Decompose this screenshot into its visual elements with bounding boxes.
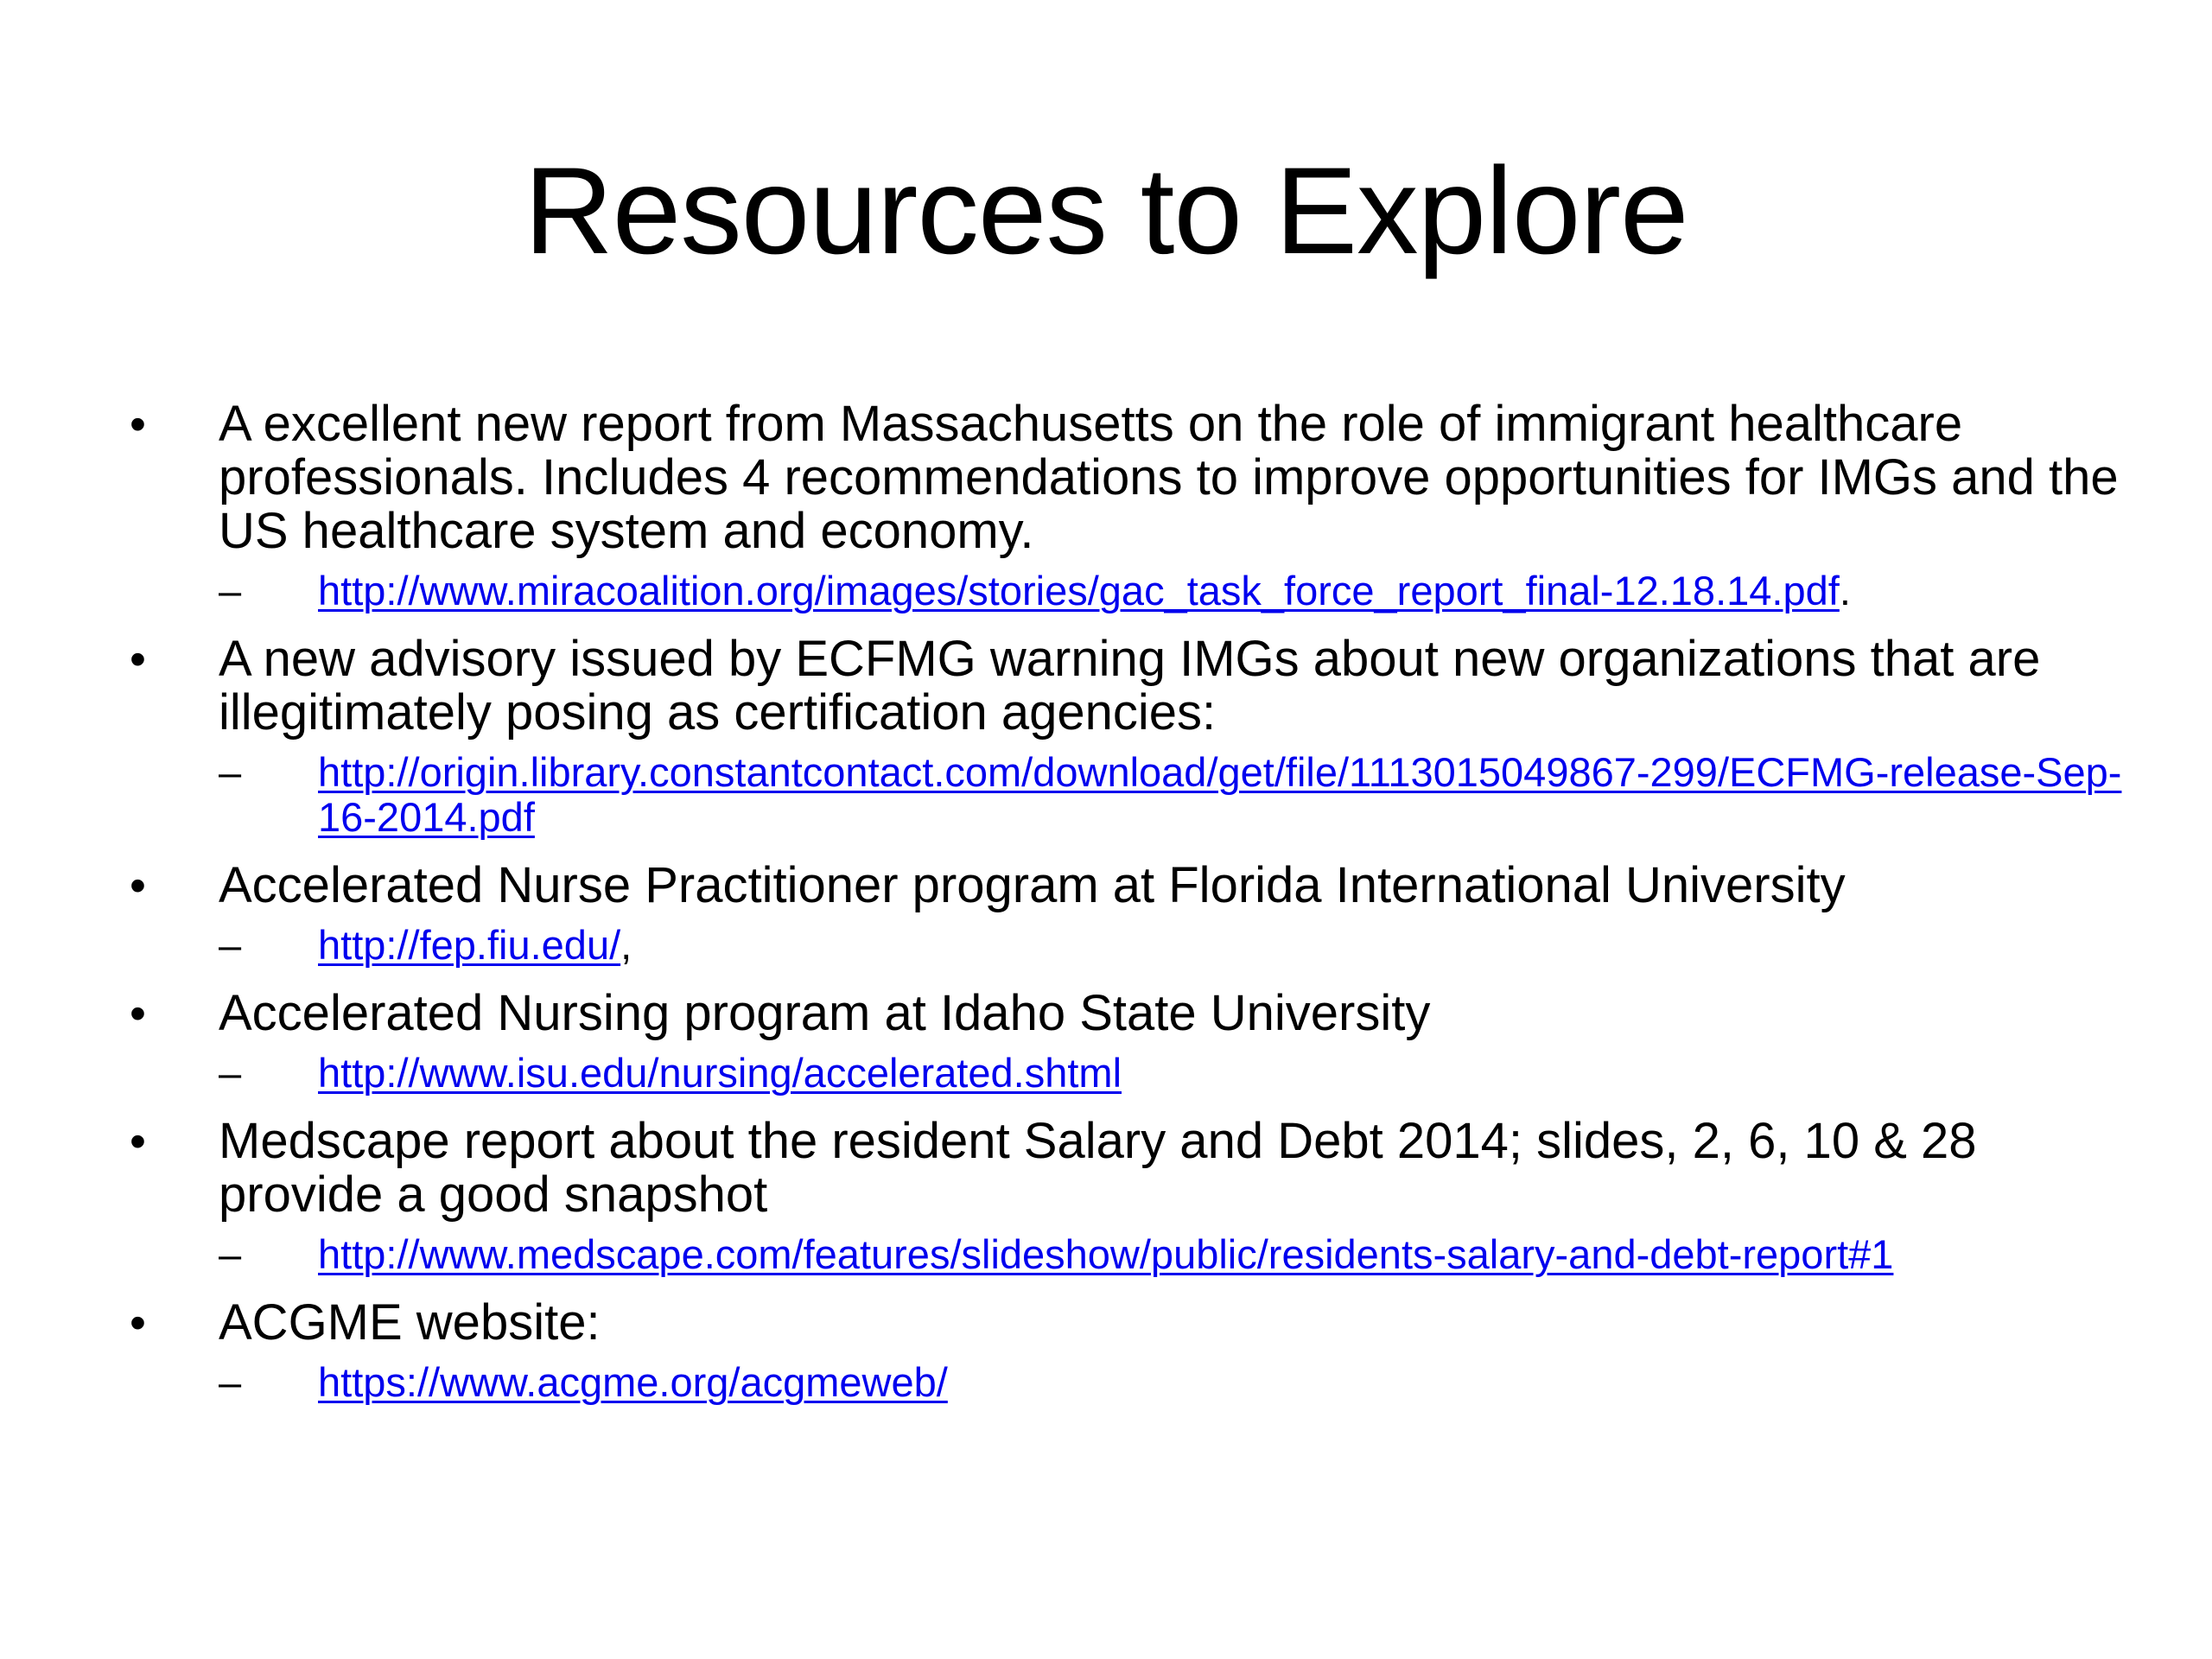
list-item [130,397,2134,558]
list-item [130,987,2134,1040]
dash-icon: – [219,1231,242,1277]
link-suffix: , [620,922,632,968]
resource-link[interactable]: http://www.medscape.com/features/slideshow/public/residents-salary-and-debt-report#1 [318,1231,1894,1277]
list-item [130,1296,2134,1350]
item-text: Accelerated Nursing program at Idaho State University [219,985,1431,1041]
sub-item [219,923,2134,968]
dash-icon: – [219,568,242,613]
dash-icon: – [219,1050,242,1096]
list-item [130,1115,2134,1222]
dash-icon: – [219,922,242,968]
bullet-icon: • [130,860,146,912]
resource-link[interactable]: http://fep.fiu.edu/ [318,922,621,968]
dash-icon: – [219,1359,242,1405]
resource-link[interactable]: http://origin.library.constantcontact.com/download/get/file/1113015049867-299/ECFMG-release-Sep-16-2014.pdf [318,749,2122,840]
sub-item [219,1051,2134,1096]
bullet-icon: • [130,633,146,685]
sub-item [219,1232,2134,1277]
sub-item [219,750,2134,840]
list-item [130,859,2134,912]
sub-item [219,1360,2134,1405]
sub-item [219,569,2134,613]
bullet-icon: • [130,1297,146,1349]
bullet-icon: • [130,1116,146,1167]
resource-link[interactable]: http://www.isu.edu/nursing/accelerated.shtml [318,1050,1122,1096]
resource-link[interactable]: https://www.acgme.org/acgmeweb/ [318,1359,948,1405]
list-item [130,632,2134,740]
item-text: A excellent new report from Massachusetts on the role of immigrant healthcare professionals. Includes 4 recommendations to improve opportunities for IMGs and the US healthcare system and economy. [219,396,2119,559]
resource-list [130,397,2134,1424]
slide-title: Resources to Explore [524,143,1688,280]
item-text: Medscape report about the resident Salary and Debt 2014; slides, 2, 6, 10 & 28 provide a good snapshot [219,1113,1977,1223]
bullet-icon: • [130,398,146,450]
link-suffix: . [1839,568,1851,613]
resource-link[interactable]: http://www.miracoalition.org/images/stories/gac_task_force_report_final-12.18.14.pdf [318,568,1840,613]
item-text: ACGME website: [219,1294,601,1351]
bullet-icon: • [130,988,146,1039]
dash-icon: – [219,749,242,795]
item-text: A new advisory issued by ECFMG warning IMGs about new organizations that are illegitimately posing as certification agencies: [219,631,2041,741]
item-text: Accelerated Nurse Practitioner program at Florida International University [219,857,1846,913]
